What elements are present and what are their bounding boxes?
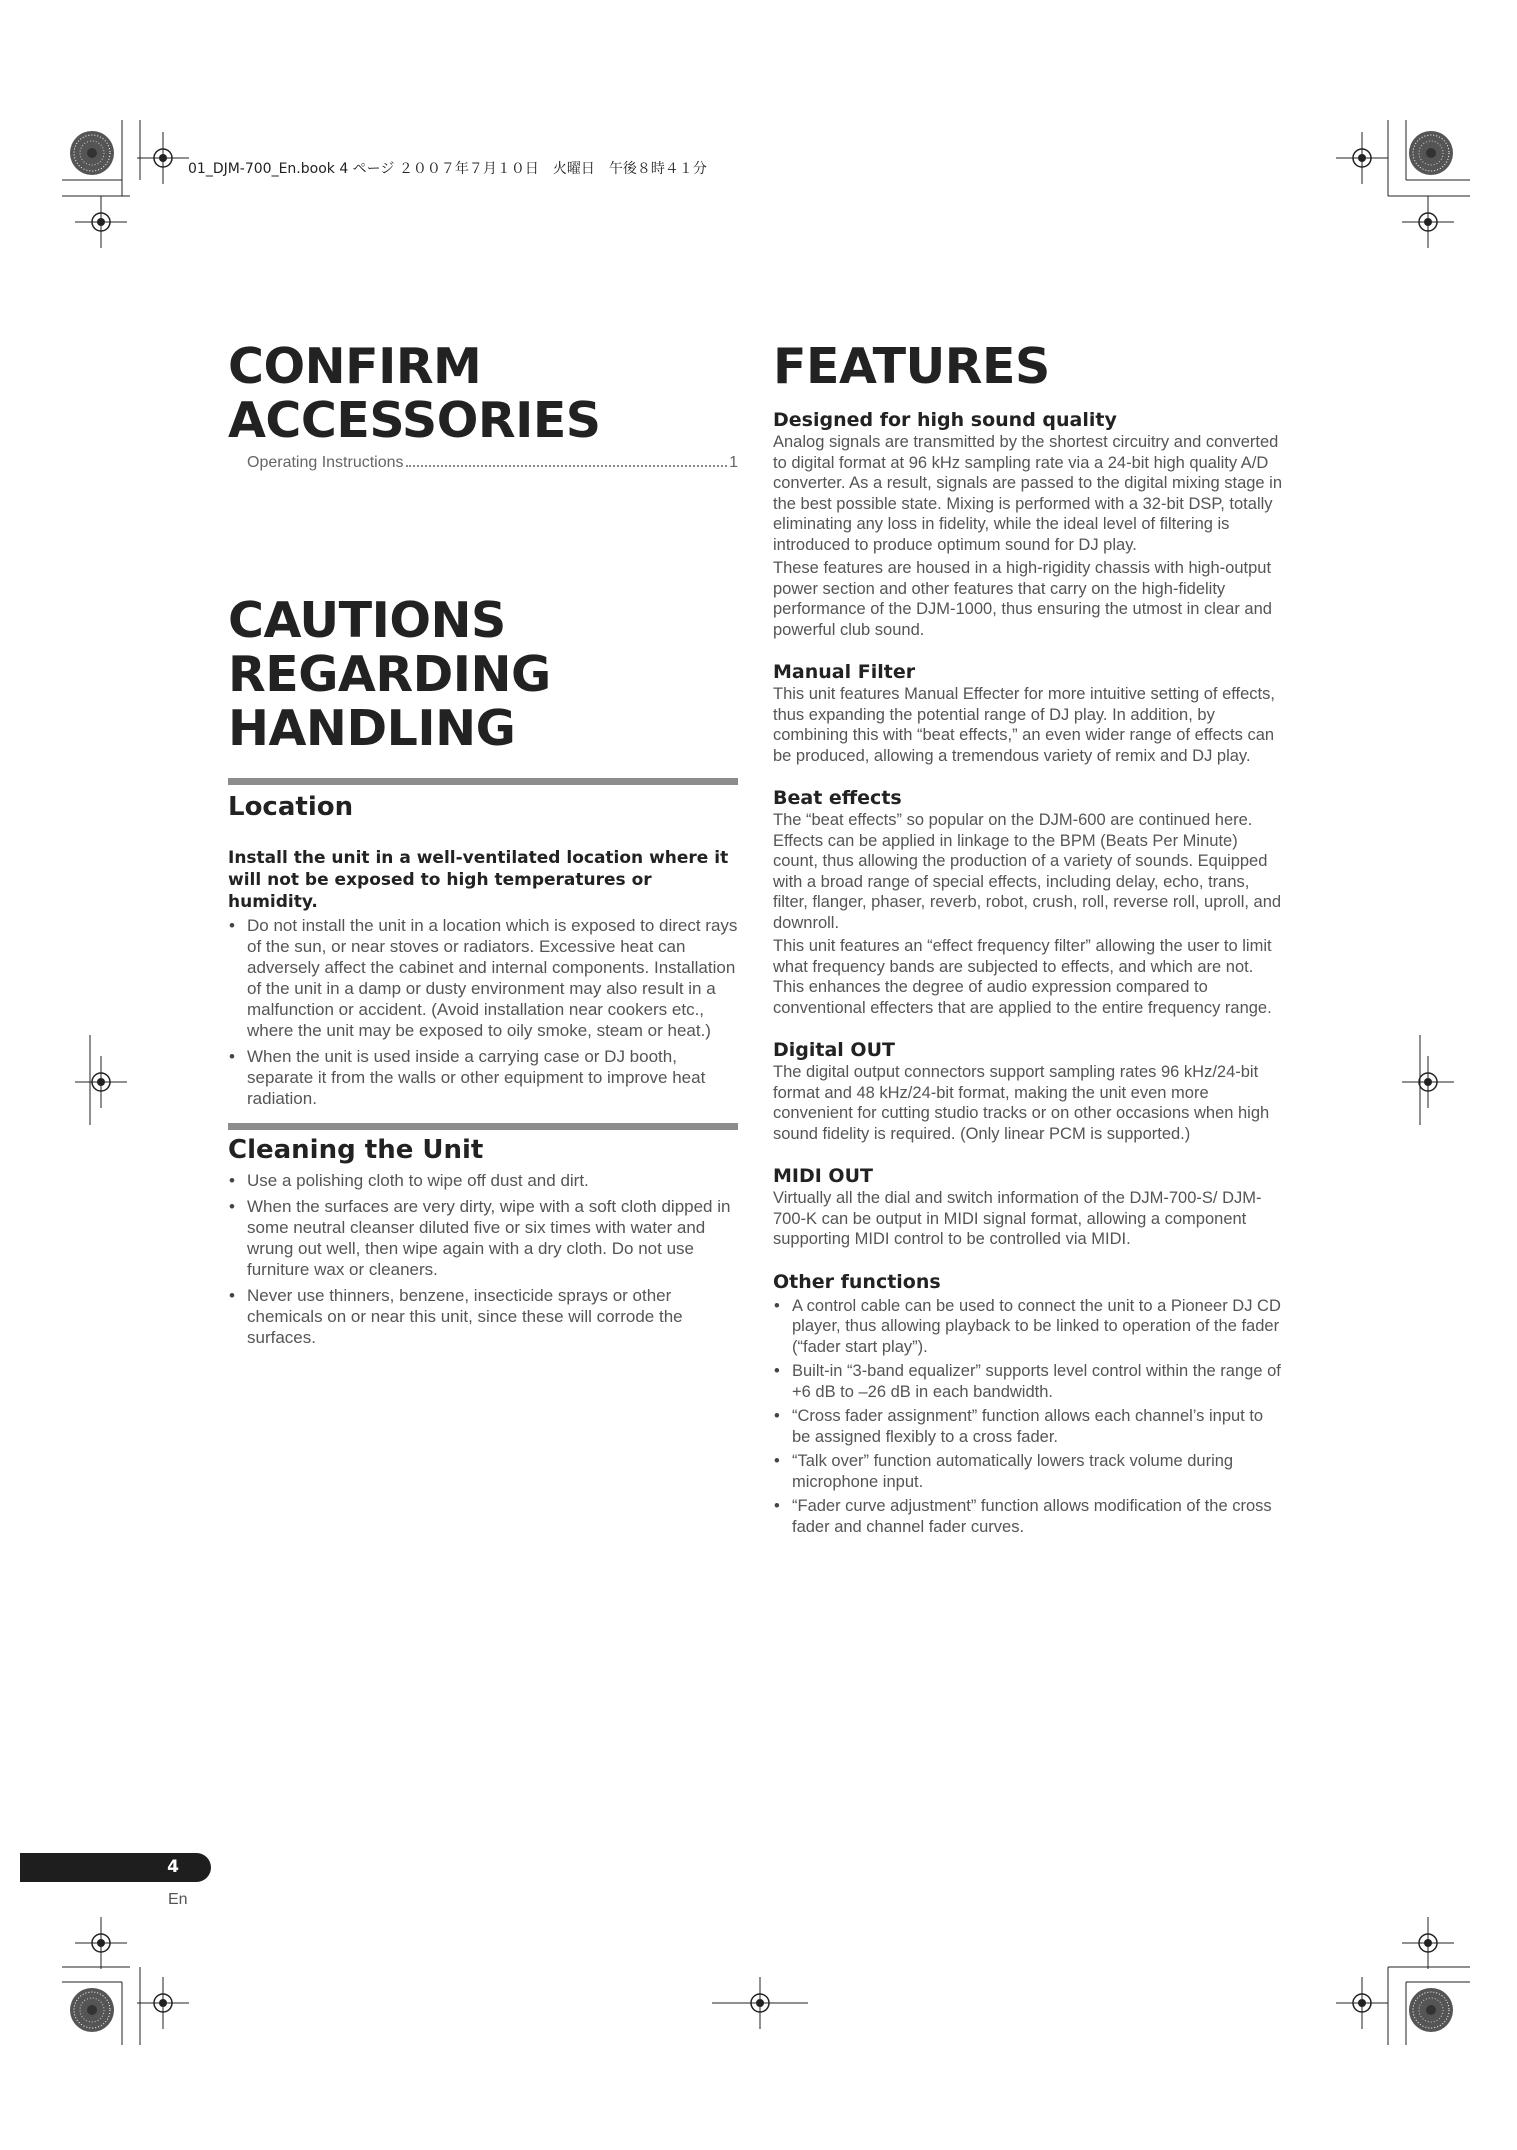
feature-paragraph: This unit features an “effect frequency filter” allowing the user to limit what frequency bands are subjected to effects, and which are not. This enhances the degree of audio expression compared to conventional effecters that are applied to the entire frequency range. [773,937,1272,1017]
starburst-mark-top-right [1409,131,1453,175]
confirm-accessories-title: CONFIRM ACCESSORIES [228,338,601,449]
feature-paragraph: Virtually all the dial and switch information of the DJM-700-S/ DJM-700-K can be output in MIDI signal format, allowing a component supporting MIDI control to be controlled via MIDI. [773,1189,1262,1248]
feature-paragraph: This unit features Manual Effecter for more intuitive setting of effects, thus expanding the potential range of DJ play. In addition, by combining this with “beat effects,” an even wider range of effects can be produced, allowing a tremendous variety of remix and DJ play. [773,685,1275,765]
right-column [773,340,1283,1541]
feature-heading: MIDI OUT [773,1165,873,1187]
starburst-mark-top-left [70,131,114,175]
feature-heading: Designed for high sound quality [773,409,1117,431]
feature-heading: Digital OUT [773,1039,895,1061]
cleaning-bullet-item: • When the surfaces are very dirty, wipe with a soft cloth dipped in some neutral cleanser diluted five or six times with water and wrung out well, then wipe again with a dry cloth. Do not use furniture wax or cleaners. [228,1196,738,1280]
section-rule [228,1123,738,1130]
location-lead: Install the unit in a well-ventilated location where it will not be exposed to high temperatures or humidity. [228,848,729,912]
feature-paragraph: The digital output connectors support sampling rates 96 kHz/24-bit format and 48 kHz/24-bit format, making the unit even more convenient for cutting studio tracks or on other occasions when high sound fidelity is required. (Only linear PCM is supported.) [773,1063,1270,1143]
starburst-mark-bottom-right [1409,1988,1453,2032]
other-function-item: • “Fader curve adjustment” function allows modification of the cross fader and channel fader curves. [773,1496,1283,1537]
other-functions-heading: Other functions [773,1270,941,1293]
registration-mark [1402,196,1454,248]
other-function-item: • “Cross fader assignment” function allows each channel’s input to be assigned flexibly to a cross fader. [773,1406,1283,1447]
registration-mark [137,1977,189,2029]
starburst-mark-bottom-left [70,1988,114,2032]
feature-heading: Beat effects [773,787,902,809]
cleaning-bullet-item: • Never use thinners, benzene, insecticide sprays or other chemicals on or near this unit, since these will corrode the surfaces. [228,1285,738,1348]
feature-paragraph: Analog signals are transmitted by the shortest circuitry and converted to digital format at 96 kHz sampling rate via a 24-bit high quality A/D converter. As a result, signals are passed to the digital mixing stage in the best possible state. Mixing is performed with a 32-bit DSP, totally eliminating any loss in fidelity, while the ideal level of filtering is introduced to produce optimum sound for DJ play. [773,433,1283,554]
other-function-item: • “Talk over” function automatically lowers track volume during microphone input. [773,1451,1283,1492]
print-header: 01_DJM-700_En.book 4 ページ ２００７年７月１０日 火曜日 午後８時４１分 [188,161,707,177]
registration-mark [75,1917,127,1969]
registration-mark [75,1056,127,1108]
location-heading: Location [228,792,354,822]
left-column [228,340,738,1353]
other-functions-bullets [773,1296,1283,1538]
section-rule [228,778,738,785]
page-number: 4 [167,1857,179,1877]
accessory-count: 1 [729,454,738,471]
cleaning-bullets [228,1170,738,1348]
registration-mark [1402,1917,1454,1969]
feature-paragraph: These features are housed in a high-rigidity chassis with high-output power section and other features that carry on the high-fidelity performance of the DJM-1000, thus ensuring the utmost in clear and powerful club sound. [773,559,1272,639]
feature-paragraph: The “beat effects” so popular on the DJM-600 are continued here. Effects can be applied in linkage to the BPM (Beats Per Minute) count, thus allowing the production of a variety of sounds. Equipped with a broad range of special effects, including delay, echo, trans, filter, flanger, phaser, reverb, robot, crush, roll, reverse roll, uproll, and downroll. [773,811,1282,932]
location-bullet-item: • When the unit is used inside a carrying case or DJ booth, separate it from the walls or other equipment to improve heat radiation. [228,1046,738,1109]
page-number-tab [20,1853,211,1882]
cleaning-bullet-item: • Use a polishing cloth to wipe off dust and dirt. [228,1170,738,1191]
dot-leader [406,465,728,467]
accessory-item [247,454,738,472]
language-code: En [168,1891,188,1908]
accessory-name: Operating Instructions [247,454,404,471]
registration-mark [1336,1977,1388,2029]
registration-mark [1336,132,1388,184]
registration-mark [137,132,189,184]
location-bullets [228,915,738,1109]
cleaning-heading: Cleaning the Unit [228,1135,484,1165]
feature-sections [773,408,1283,1250]
other-function-item: • Built-in “3-band equalizer” supports level control within the range of +6 dB to –26 dB in each bandwidth. [773,1361,1283,1402]
registration-mark [75,196,127,248]
features-title: FEATURES [773,338,1050,395]
feature-heading: Manual Filter [773,661,916,683]
registration-mark [1402,1056,1454,1108]
cautions-title: CAUTIONS REGARDING HANDLING [228,592,551,757]
location-bullet-item: • Do not install the unit in a location which is exposed to direct rays of the sun, or near stoves or radiators. Excessive heat can adversely affect the cabinet and internal components. Installation of the unit in a damp or dusty environment may also result in a malfunction or accident. (Avoid installation near cookers etc., where the unit may be exposed to oily smoke, steam or heat.) [228,915,738,1041]
other-function-item: • A control cable can be used to connect the unit to a Pioneer DJ CD player, thus allowing playback to be linked to operation of the fader (“fader start play”). [773,1296,1283,1358]
